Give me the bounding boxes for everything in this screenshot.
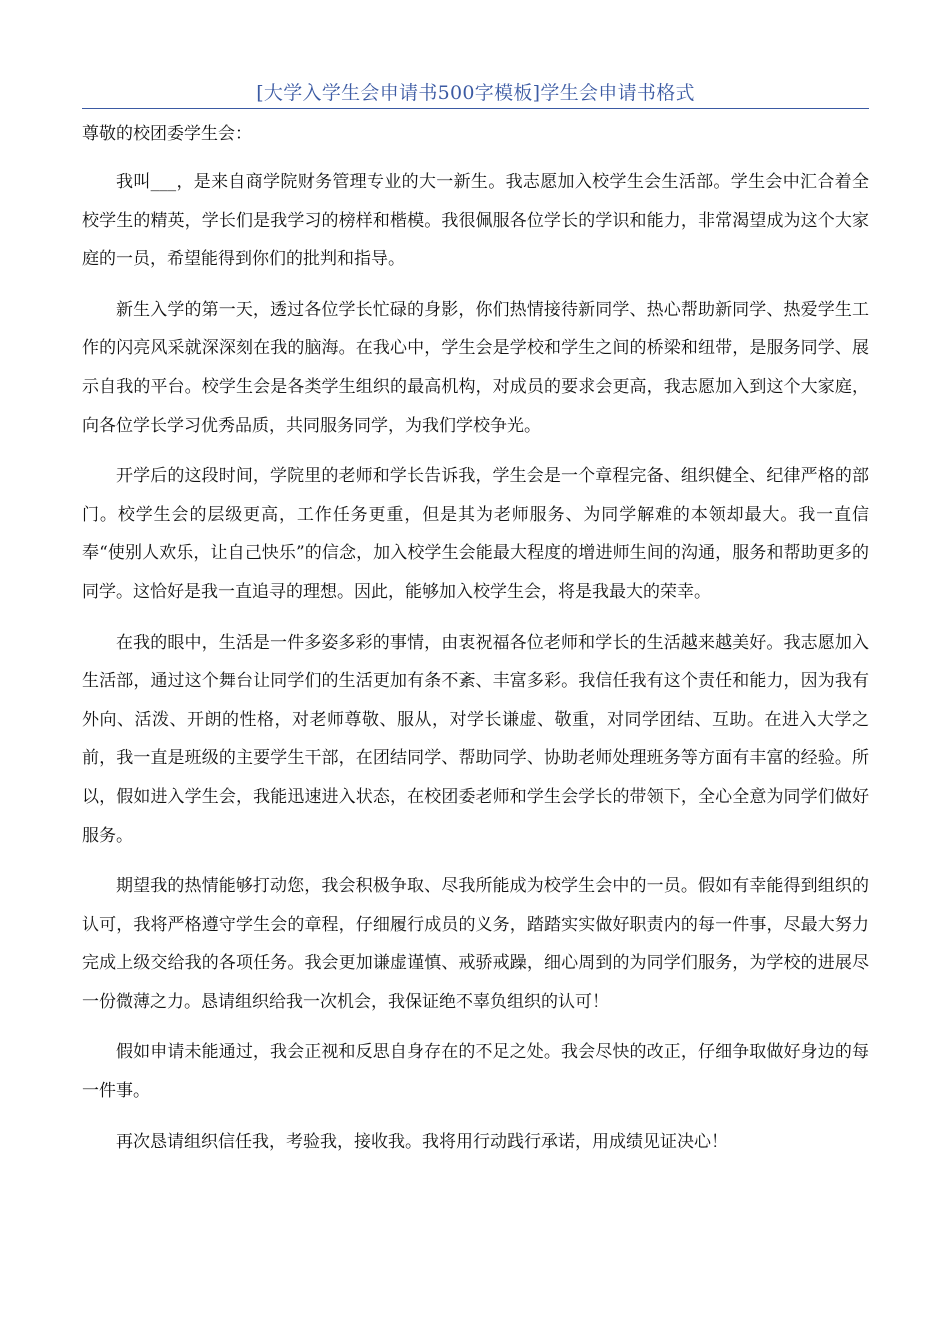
paragraph-2: 新生入学的第一天，透过各位学长忙碌的身影，你们热情接待新同学、热心帮助新同学、热爱学生工作的闪亮风采就深深刻在我的脑海。在我心中，学生会是学校和学生之间的桥梁和纽带，是服务同学、展示自我的平台。校学生会是各类学生组织的最高机构，对成员的要求会更高，我志愿加入到这个大家庭，向各位学长学习优秀品质，共同服务同学，为我们学校争光。: [82, 299, 869, 436]
paragraph-6: 假如申请未能通过，我会正视和反思自身存在的不足之处。我会尽快的改正，仔细争取做好身边的每一件事。: [82, 1042, 869, 1102]
paragraph-1: 我叫___，是来自商学院财务管理专业的大一新生。我志愿加入校学生会生活部。学生会中汇合着全校学生的精英，学长们是我学习的榜样和楷模。我很佩服各位学长的学识和能力，非常渴望成为这个大家庭的一员，希望能得到你们的批判和指导。: [82, 172, 869, 270]
paragraph-7: 再次恳请组织信任我，考验我，接收我。我将用行动践行承诺，用成绩见证决心！: [116, 1131, 728, 1152]
document-title: [大学入学生会申请书500字模板]学生会申请书格式: [82, 78, 869, 109]
paragraph-5: 期望我的热情能够打动您，我会积极争取、尽我所能成为校学生会中的一员。假如有幸能得到组织的认可，我将严格遵守学生会的章程，仔细履行成员的义务，踏踏实实做好职责内的每一件事，尽最大努力完成上级交给我的各项任务。我会更加谦虚谨慎、戒骄戒躁，细心周到的为同学们服务，为学校的进展尽一份微薄之力。恳请组织给我一次机会，我保证绝不辜负组织的认可！: [82, 876, 869, 1012]
paragraph-4: 在我的眼中，生活是一件多姿多彩的事情，由衷祝福各位老师和学长的生活越来越美好。我志愿加入生活部，通过这个舞台让同学们的生活更加有条不紊、丰富多彩。我信任我有这个责任和能力，因为我有外向、活泼、开朗的性格，对老师尊敬、服从，对学长谦虚、敬重，对同学团结、互助。在进入大学之前，我一直是班级的主要学生干部，在团结同学、帮助同学、协助老师处理班务等方面有丰富的经验。所以，假如进入学生会，我能迅速进入状态，在校团委老师和学生会学长的带领下，全心全意为同学们做好服务。: [82, 632, 869, 846]
document-page: [82, 78, 869, 1173]
paragraph-3: 开学后的这段时间，学院里的老师和学长告诉我，学生会是一个章程完备、组织健全、纪律严格的部门。校学生会的层级更高，工作任务更重，但是其为老师服务、为同学解难的本领却最大。我一直信奉“使别人欢乐，让自己快乐”的信念，加入校学生会能最大程度的增进师生间的沟通，服务和帮助更多的同学。这恰好是我一直追寻的理想。因此，能够加入校学生会，将是我最大的荣幸。: [82, 466, 869, 602]
salutation: 尊敬的校团委学生会：: [82, 124, 252, 144]
